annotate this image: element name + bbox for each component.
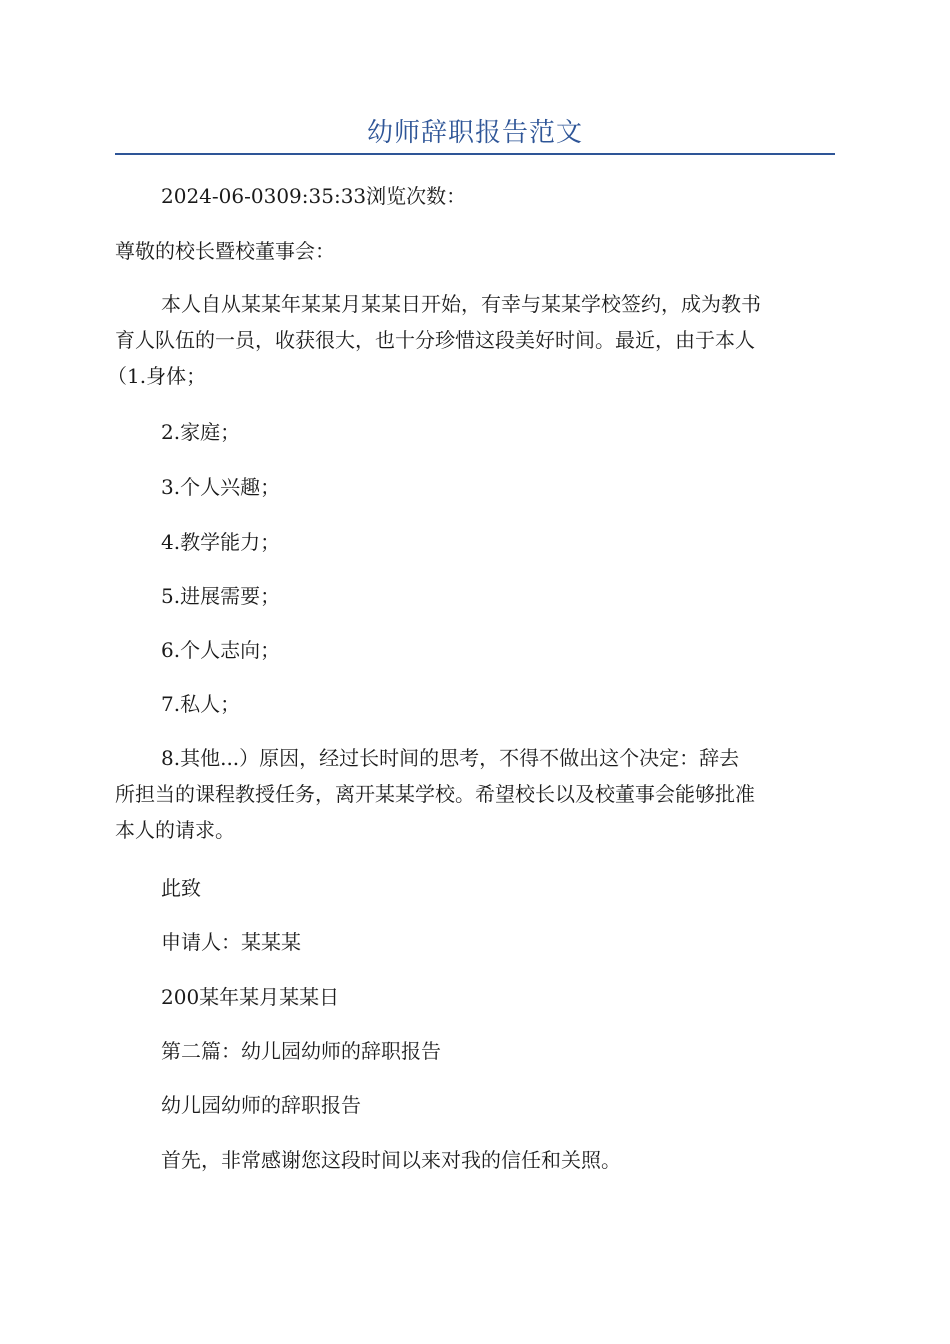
decision-paragraph <box>115 740 835 848</box>
second-part-title: 第二篇：幼儿园幼师的辞职报告 <box>161 1039 441 1063</box>
reason-item: 6.个人志向； <box>161 638 281 662</box>
second-part-first-line: 首先，非常感谢您这段时间以来对我的信任和关照。 <box>161 1148 621 1172</box>
meta-line: 2024-06-0309:35:33浏览次数： <box>161 184 467 208</box>
decision-line-2: 所担当的课程教授任务，离开某某学校。希望校长以及校董事会能够批准 <box>115 782 755 806</box>
second-part-heading: 幼儿园幼师的辞职报告 <box>161 1093 361 1117</box>
reason-item: 4.教学能力； <box>161 530 281 554</box>
date: 200某年某月某某日 <box>161 985 340 1009</box>
reason-item: 3.个人兴趣； <box>161 475 281 499</box>
document-title: 幼师辞职报告范文 <box>366 118 583 148</box>
salutation: 尊敬的校长暨校董事会： <box>115 239 335 263</box>
decision-line-1: 8.其他...）原因，经过长时间的思考，不得不做出这个决定：辞去 <box>161 746 740 770</box>
title-underline <box>115 153 835 155</box>
intro-line-3: （1.身体； <box>107 364 207 388</box>
reason-item: 5.进展需要； <box>161 584 281 608</box>
reason-item: 2.家庭； <box>161 420 241 444</box>
reason-item: 7.私人； <box>161 692 241 716</box>
closing: 此致 <box>161 876 201 900</box>
intro-line-1: 本人自从某某年某某月某某日开始，有幸与某某学校签约，成为教书 <box>161 292 761 316</box>
applicant: 申请人：某某某 <box>161 930 301 954</box>
intro-line-2: 育人队伍的一员，收获很大，也十分珍惜这段美好时间。最近，由于本人 <box>115 328 755 352</box>
decision-line-3: 本人的请求。 <box>115 818 235 842</box>
intro-paragraph <box>107 286 835 394</box>
